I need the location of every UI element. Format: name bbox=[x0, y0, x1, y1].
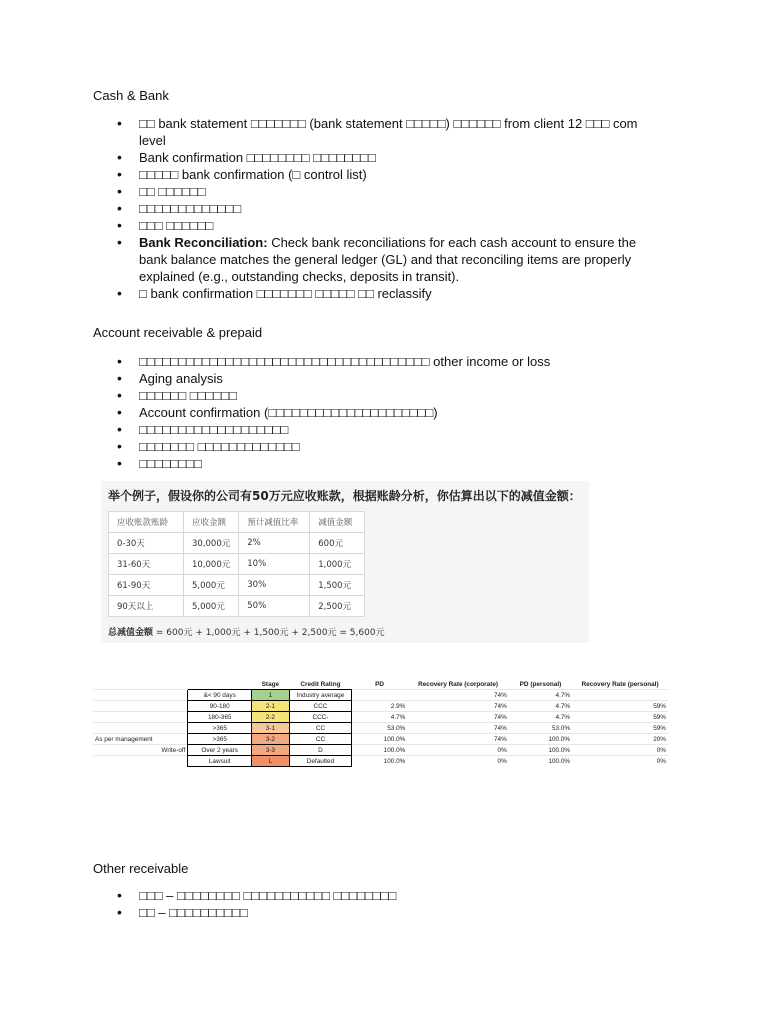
table-cell: 59% bbox=[572, 723, 668, 734]
table-cell: 180-365 bbox=[188, 712, 252, 723]
table-header-row bbox=[109, 512, 365, 533]
table-cell: Industry average bbox=[289, 690, 352, 701]
list-item bbox=[117, 200, 662, 217]
stage-cell: 3-3 bbox=[252, 745, 290, 756]
stage-cell: 2-2 bbox=[252, 712, 290, 723]
table-cell bbox=[155, 701, 188, 712]
table-cell: 2% bbox=[239, 533, 310, 554]
table-cell: 1,500元 bbox=[310, 575, 365, 596]
stage-cell: 3-2 bbox=[252, 734, 290, 745]
list-item: • □□□ – □□□□□□□□ □□□□□□□□□□□ □□□□□□□□ bbox=[117, 887, 662, 904]
table-cell: 2.9% bbox=[352, 701, 408, 712]
table-row bbox=[109, 533, 365, 554]
table-row bbox=[93, 723, 668, 734]
table-cell: 0% bbox=[407, 756, 508, 767]
table-cell bbox=[155, 690, 188, 701]
impairment-example-image bbox=[101, 481, 589, 643]
table-cell: 30% bbox=[239, 575, 310, 596]
column-header: Stage bbox=[261, 680, 280, 688]
table-cell: 100.0% bbox=[352, 756, 408, 767]
table-cell: 1,000元 bbox=[310, 554, 365, 575]
table-cell: 4.7% bbox=[352, 712, 408, 723]
table-cell: 0% bbox=[572, 745, 668, 756]
list-item bbox=[117, 183, 662, 200]
table-cell: 53.0% bbox=[509, 723, 572, 734]
table-row bbox=[93, 745, 668, 756]
list-item bbox=[117, 285, 662, 302]
impairment-table bbox=[108, 511, 365, 617]
table-cell bbox=[93, 690, 155, 701]
table-cell: 0-30天 bbox=[109, 533, 184, 554]
table-cell bbox=[93, 745, 155, 756]
column-header bbox=[188, 679, 252, 690]
table-cell: 5,000元 bbox=[184, 596, 239, 617]
column-header: Recovery Rate (personal) bbox=[581, 680, 659, 688]
column-header: 减值金额 bbox=[310, 512, 365, 533]
section-title-cash-bank: Cash & Bank bbox=[93, 88, 169, 103]
list-item: • □□□□□□□□ bbox=[117, 455, 662, 472]
table-row bbox=[93, 734, 668, 745]
table-cell bbox=[93, 756, 155, 767]
section-title-other-receivable: Other receivable bbox=[93, 861, 189, 876]
list-item: • □□□□□□□ □□□□□□□□□□□□□ bbox=[117, 438, 662, 455]
staging-table bbox=[93, 679, 668, 767]
column-header: Recovery Rate (corporate) bbox=[418, 680, 499, 688]
table-cell: &< 90 days bbox=[188, 690, 252, 701]
table-cell: As per management bbox=[95, 735, 153, 743]
list-item bbox=[117, 217, 662, 234]
column-header: 应收金额 bbox=[184, 512, 239, 533]
stage-cell: 2-1 bbox=[252, 701, 290, 712]
list-item bbox=[117, 115, 662, 149]
list-item-text: □□□ □□□□□□ bbox=[139, 218, 214, 233]
table-cell: 600元 bbox=[310, 533, 365, 554]
table-cell: Lawsuit bbox=[188, 756, 252, 767]
table-cell: 61-90天 bbox=[109, 575, 184, 596]
table-cell bbox=[572, 690, 668, 701]
list-item-text: □ bank confirmation □□□□□□□ □□□□□ □□ reclassify bbox=[139, 286, 432, 301]
table-cell: 74% bbox=[407, 701, 508, 712]
impairment-total bbox=[108, 625, 385, 638]
table-cell: CCC bbox=[289, 701, 352, 712]
table-cell: 2,500元 bbox=[310, 596, 365, 617]
stage-cell: L bbox=[252, 756, 290, 767]
list-item bbox=[117, 149, 662, 166]
list-item: • □□□□□□ □□□□□□ bbox=[117, 387, 662, 404]
section-title-ar-prepaid: Account receivable & prepaid bbox=[93, 325, 263, 340]
stage-cell: 3-1 bbox=[252, 723, 290, 734]
total-label: 总减值金额 bbox=[108, 628, 154, 638]
table-cell: 0% bbox=[407, 745, 508, 756]
table-cell: 10% bbox=[239, 554, 310, 575]
table-cell: 74% bbox=[407, 712, 508, 723]
cash-bank-list bbox=[117, 115, 662, 302]
table-cell: 4.7% bbox=[509, 690, 572, 701]
table-cell: 90天以上 bbox=[109, 596, 184, 617]
table-cell: 5,000元 bbox=[184, 575, 239, 596]
list-item-text: □□ □□□□□□ bbox=[139, 184, 206, 199]
list-item-text: □□ bank statement □□□□□□□ (bank statement □□□□□) □□□□□□ from client 12 □□□ com level bbox=[139, 116, 638, 148]
table-cell bbox=[155, 734, 188, 745]
table-cell: 31-60天 bbox=[109, 554, 184, 575]
table-cell: Defaulted bbox=[289, 756, 352, 767]
list-item bbox=[117, 166, 662, 183]
table-cell: CC bbox=[289, 734, 352, 745]
stage-cell: 1 bbox=[252, 690, 290, 701]
table-cell bbox=[155, 756, 188, 767]
table-cell bbox=[352, 690, 408, 701]
table-cell: 74% bbox=[407, 723, 508, 734]
table-cell: D bbox=[289, 745, 352, 756]
list-item-text: Check bank reconciliations for each cash account to ensure the bank balance matches the general ledger (GL) and that reconciling items are properly explained (e.g., outstanding checks, deposits in transit). bbox=[139, 235, 637, 284]
list-item-text: Bank confirmation □□□□□□□□ □□□□□□□□ bbox=[139, 150, 376, 165]
table-cell bbox=[93, 712, 155, 723]
table-cell: Write-off bbox=[155, 745, 188, 756]
table-header-row bbox=[93, 679, 668, 690]
table-cell: 10,000元 bbox=[184, 554, 239, 575]
column-header bbox=[93, 679, 155, 690]
column-header: 应收账款账龄 bbox=[109, 512, 184, 533]
table-cell bbox=[155, 712, 188, 723]
table-cell: 100.0% bbox=[509, 756, 572, 767]
list-item: • □□ – □□□□□□□□□□ bbox=[117, 904, 662, 921]
ar-prepaid-list bbox=[117, 353, 662, 472]
table-cell: 74% bbox=[407, 690, 508, 701]
list-item: • □□□□□□□□□□□□□□□□□□□ bbox=[117, 421, 662, 438]
list-item bbox=[117, 234, 662, 285]
column-header: PD (personal) bbox=[519, 680, 562, 688]
table-cell: 74% bbox=[407, 734, 508, 745]
table-row bbox=[109, 554, 365, 575]
table-cell: 100.0% bbox=[509, 734, 572, 745]
staging-spreadsheet-image bbox=[93, 679, 668, 767]
table-cell: CCC- bbox=[289, 712, 352, 723]
table-cell bbox=[93, 723, 155, 734]
bank-reconciliation-label: Bank Reconciliation: bbox=[139, 235, 268, 250]
table-row bbox=[109, 575, 365, 596]
total-formula: = 600元 + 1,000元 + 1,500元 + 2,500元 = 5,600元 bbox=[153, 628, 385, 638]
table-cell: 59% bbox=[572, 712, 668, 723]
column-header: PD bbox=[375, 680, 384, 688]
table-cell: 30,000元 bbox=[184, 533, 239, 554]
column-header: Credit Rating bbox=[300, 680, 341, 688]
table-cell: Over 2 years bbox=[188, 745, 252, 756]
table-cell: 0% bbox=[572, 756, 668, 767]
table-cell: 50% bbox=[239, 596, 310, 617]
table-cell: 59% bbox=[572, 701, 668, 712]
table-cell: 53.0% bbox=[352, 723, 408, 734]
column-header bbox=[155, 679, 188, 690]
list-item: • □□□□□□□□□□□□□□□□□□□□□□□□□□□□□□□□□□□□□ other income or loss bbox=[117, 353, 662, 370]
table-cell: 20% bbox=[572, 734, 668, 745]
table-row bbox=[109, 596, 365, 617]
table-cell: >365 bbox=[188, 734, 252, 745]
table-cell: >365 bbox=[188, 723, 252, 734]
table-cell bbox=[155, 723, 188, 734]
table-cell: 100.0% bbox=[509, 745, 572, 756]
list-item-text: □□□□□ bank confirmation (□ control list) bbox=[139, 167, 367, 182]
list-item: • Account confirmation (□□□□□□□□□□□□□□□□□□□□□) bbox=[117, 404, 662, 421]
table-cell: 90-180 bbox=[188, 701, 252, 712]
table-cell: 4.7% bbox=[509, 712, 572, 723]
table-cell bbox=[93, 701, 155, 712]
table-cell: CC bbox=[289, 723, 352, 734]
table-row bbox=[93, 756, 668, 767]
list-item-text: □□□□□□□□□□□□□ bbox=[139, 201, 242, 216]
table-row bbox=[93, 712, 668, 723]
table-cell: 100.0% bbox=[352, 745, 408, 756]
column-header: 预计减值比率 bbox=[239, 512, 310, 533]
list-item: • Aging analysis bbox=[117, 370, 662, 387]
table-row bbox=[93, 701, 668, 712]
table-cell: 4.7% bbox=[509, 701, 572, 712]
table-cell: 100.0% bbox=[352, 734, 408, 745]
table-row bbox=[93, 690, 668, 701]
other-receivable-list bbox=[117, 887, 662, 921]
impairment-example-heading: 举个例子，假设你的公司有50万元应收账款，根据账龄分析，你估算出以下的减值金额： bbox=[108, 489, 581, 503]
